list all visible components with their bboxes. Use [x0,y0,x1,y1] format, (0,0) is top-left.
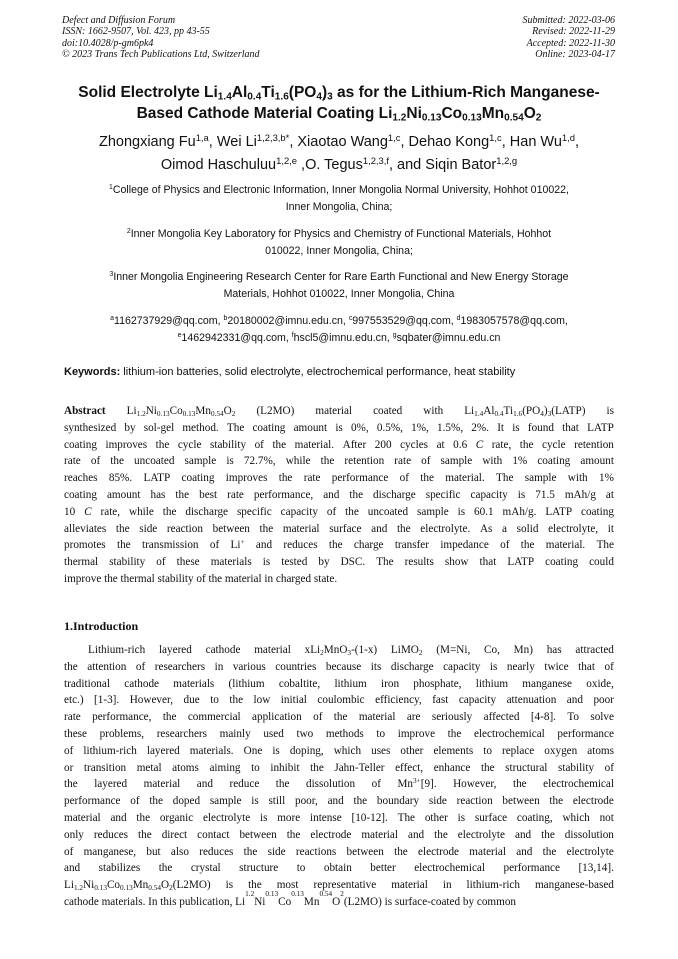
revised-date: Revised: 2022-11-29 [532,26,615,38]
affiliation-1-line-1: $^1$College of Physics and Electronic Information, Inner Mongolia Normal University, Hohhot 010022, [109,184,569,196]
intro-line: cathode materials. In this publication, Li 1.2 Ni 0.13 Co 0.13 Mn 0.54 O 2 (L2MO) is surface-coated by common [64,889,517,908]
intro-line: performance of the doped sample is still poor, and the boundary side reaction between the electrode [64,795,614,808]
abstract-line: improve the thermal stability of the material in charged state. [64,572,338,585]
intro-line: the attention of researchers in various countries because its discharge capacity is nearly twice that of [64,660,614,673]
abstract-line: coating amount has the best rate performance, and the discharge specific capacity is 71.5 mAh/g at [64,488,614,501]
intro-line: or transition metal atoms aiming to inhibit the Jahn-Teller effect, enhance the structural stability of [64,761,614,774]
section-heading-introduction: 1.Introduction [64,619,139,633]
online-date: Online: 2023-04-17 [535,49,615,61]
intro-line: $Li_{1.2}Ni_{0.13}Co_{0.13}Mn_{0.54}O_2(L2MO)$ is the most representative material in lithium-rich manganese-based [64,879,614,892]
affiliation-1 [50,182,628,215]
email-list [50,313,628,346]
authors-line-2: Oimod Haschuluu$^{1,2,e}$ ,O. Tegus$^{1,2,3,f}$, and Siqin Bator$^{1,2,g}$ [160,154,518,173]
intro-line: these problems, researchers mainly used two methods to improve the electrochemical performance [64,727,614,740]
intro-line: of lithium-rich layered materials. One is doping, which uses other elements to replace oxygen atoms [64,744,614,757]
author-list [40,131,638,177]
intro-line: of manganese, but also reduces the side reactions between the electrode material and the electrolyte [64,845,614,858]
keywords-text: lithium-ion batteries, solid electrolyte, electrochemical performance, heat stability [120,366,516,378]
intro-line: traditional cathode materials (lithium cobaltite, lithium iron phosphate, lithium manganese oxide, [64,677,614,690]
intro-line: and stabilizes the crystal structure to obtain better electrochemical performance [13,14]. [64,862,614,875]
keywords [64,366,515,378]
emails-line-1: $^a$1162737929@qq.com, $^b$20180002@imnu.edu.cn, $^c$997553529@qq.com, $^d$1983057578@qq.com, [110,315,568,327]
abstract-line: reaches 85%. LATP coating improves the rate performance of the material. The sample with 1% [64,472,614,485]
intro-line: material and the organic electrolyte is more intense [10-12]. The other is surface coating, which not [64,811,614,824]
submission-dates [523,15,616,61]
paper-title [50,82,628,124]
intro-line: only reduces the direct contact between the electrode material and the electrolyte and the dissolution [64,828,614,841]
issn-line: ISSN: 1662-9507, Vol. 423, pp 43-55 [62,26,210,38]
copyright-line: © 2023 Trans Tech Publications Ltd, Switzerland [62,49,260,61]
intro-line: the layered material and reduce the dissolution of $Mn^{3+}[9]$. However, the electrochemical [64,777,614,791]
journal-info [62,15,260,61]
abstract [64,403,614,588]
abstract-line: thermal stability of these materials is tested by DSC. The results show that LATP coating could [64,556,614,569]
abstract-line: promotes the transmission of Li+ and reduces the charge transfer impedance of the material. The [64,538,614,552]
affiliation-2-line-1: $^2$Inner Mongolia Key Laboratory for Physics and Chemistry of Functional Materials, Hohhot [126,228,552,240]
abstract-line: Abstract $Li_{1.2}Ni_{0.13}Co_{0.13}Mn_{0.54}O_2$ (L2MO) material coated with $Li_{1.4}Al_{0.4}Ti_{1.6}(PO_4)_3(LATP)$ is [64,405,614,418]
authors-line-1: Zhongxiang Fu$^{1,a}$, Wei $Li^{1,2,3,b*}$, Xiaotao Wang$^{1,c}$, Dehao Kong$^{1,c}$, Han Wu$^{1,d}$, [98,131,580,150]
abstract-line: 10 C rate, while the discharge specific capacity of the uncoated sample is 60.1 mAh/g. LATP coating [64,505,614,518]
abstract-line: synthesized by sol-gel method. The coating amount is 0%, 0.5%, 1%, 1.5%, 2%. It is found that LATP [64,421,614,434]
title-line-1: Solid Electrolyte $Li_{1.4}Al_{0.4}Ti_{1.6}(PO_4)_3$ as for the Lithium-Rich Manganese- [78,84,600,103]
affiliation-2-line-2: 010022, Inner Mongolia, China; [265,244,413,257]
submitted-date: Submitted: 2022-03-06 [522,15,615,26]
journal-name: Defect and Diffusion Forum [62,15,176,26]
affiliation-3 [50,269,628,302]
abstract-line: alleviates the side reaction between the material surface and the electrolyte. As a solid electrolyte, it [64,522,614,535]
affiliation-3-line-2: Materials, Hohhot 010022, Inner Mongolia, China [223,287,455,300]
intro-line: Lithium-rich layered cathode material xLi$_2$MnO$_3$-(1-x) LiMO$_2$ (M=Ni, Co, Mn) has attracted [88,644,614,657]
emails-line-2: $^e$1462942331@qq.com, $^f$hscl5@imnu.edu.cn, $^g$sqbater@imnu.edu.cn [177,331,501,344]
title-line-2: Based Cathode Material Coating $Li_{1.2}Ni_{0.13}Co_{0.13}Mn_{0.54}O_2$ [136,105,542,124]
intro-line: etc.) [1-3]. However, due to the low initial coulombic efficiency, fast capacity attenuation and poor [64,694,614,707]
affiliation-1-line-2: Inner Mongolia, China; [285,200,393,213]
keywords-label: Keywords: [64,366,121,378]
accepted-date: Accepted: 2022-11-30 [526,37,615,49]
abstract-line: coating improves the cycle stability of the material. After 200 cycles at 0.6 C rate, the cycle retention [64,438,614,451]
introduction-body [64,642,614,911]
abstract-line: rate of the uncoated sample is 72.7%, while the retention rate of sample with 1% coating amount [64,455,614,468]
doi-line: doi:10.4028/p-gm6pk4 [62,37,154,49]
affiliation-3-line-1: $^3$Inner Mongolia Engineering Research Center for Rare Earth Functional and New Energy Storage [109,271,569,283]
intro-line: rate performance, the commercial application of the material are seriously affected [4-8]. To solve [64,711,614,724]
affiliation-2 [50,226,628,259]
